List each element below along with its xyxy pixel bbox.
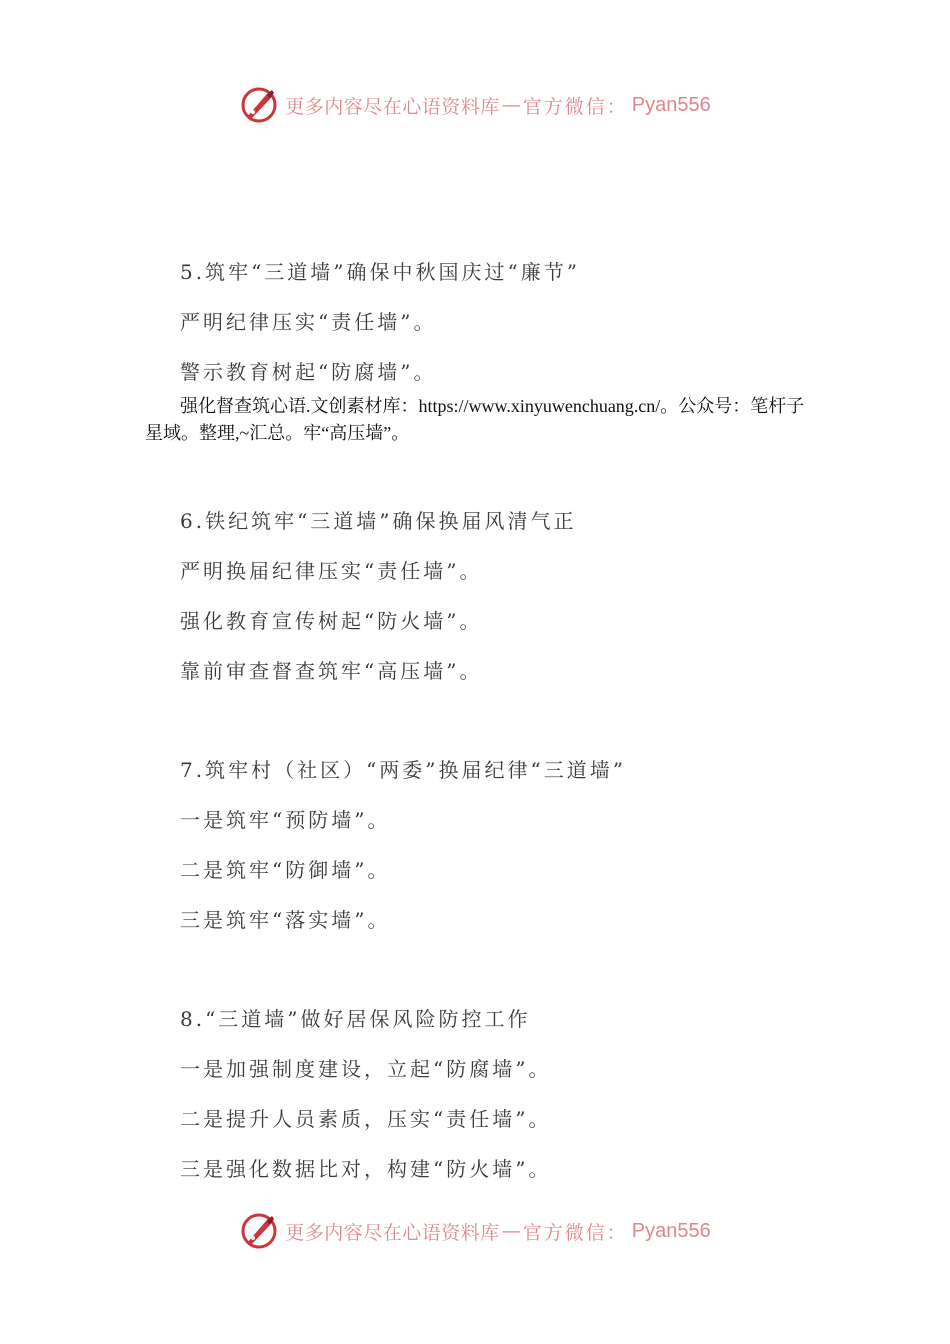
list-item: 强化教育宣传树起“防火墙”。 [180,609,483,633]
banner-wechat-id: Pyan556 [631,1219,711,1242]
section-heading: 7.筑牢村（社区）“两委”换届纪律“三道墙” [180,758,626,782]
banner-label: 官方微信： [522,95,628,118]
footer-banner [0,1206,950,1256]
banner-text: 更多内容尽在心语资料库 [285,1221,500,1244]
list-item: 严明换届纪律压实“责任墙”。 [180,559,483,583]
list-item: 警示教育树起“防腐墙”。 [180,360,437,384]
list-item: 三是筑牢“落实墙”。 [180,908,391,932]
list-item: 二是筑牢“防御墙”。 [180,858,391,882]
list-item: 二是提升人员素质，压实“责任墙”。 [180,1107,552,1131]
banner-separator: — [501,1220,521,1242]
header-banner [0,80,950,130]
section-heading: 5.筑牢“三道墙”确保中秋国庆过“廉节” [180,260,580,284]
list-item: 一是加强制度建设，立起“防腐墙”。 [180,1057,552,1081]
body-paragraph: 强化督查筑心语.文创素材库：https://www.xinyuwenchuang.cn/。公众号：笔杆子星域。整理,~汇总。牢“高压墙”。 [145,396,805,443]
list-item: 严明纪律压实“责任墙”。 [180,310,437,334]
list-item: 一是筑牢“预防墙”。 [180,808,391,832]
banner-text: 更多内容尽在心语资料库 [285,95,500,118]
pen-logo-icon [239,1211,279,1251]
section-heading: 6.铁纪筑牢“三道墙”确保换届风清气正 [180,509,577,533]
list-item: 三是强化数据比对，构建“防火墙”。 [180,1157,552,1181]
banner-label: 官方微信： [522,1221,628,1244]
banner-wechat-id: Pyan556 [631,93,711,116]
section-heading: 8.“三道墙”做好居保风险防控工作 [180,1007,531,1031]
list-item: 靠前审查督查筑牢“高压墙”。 [180,659,483,683]
pen-logo-icon [239,85,279,125]
banner-separator: — [501,94,521,116]
